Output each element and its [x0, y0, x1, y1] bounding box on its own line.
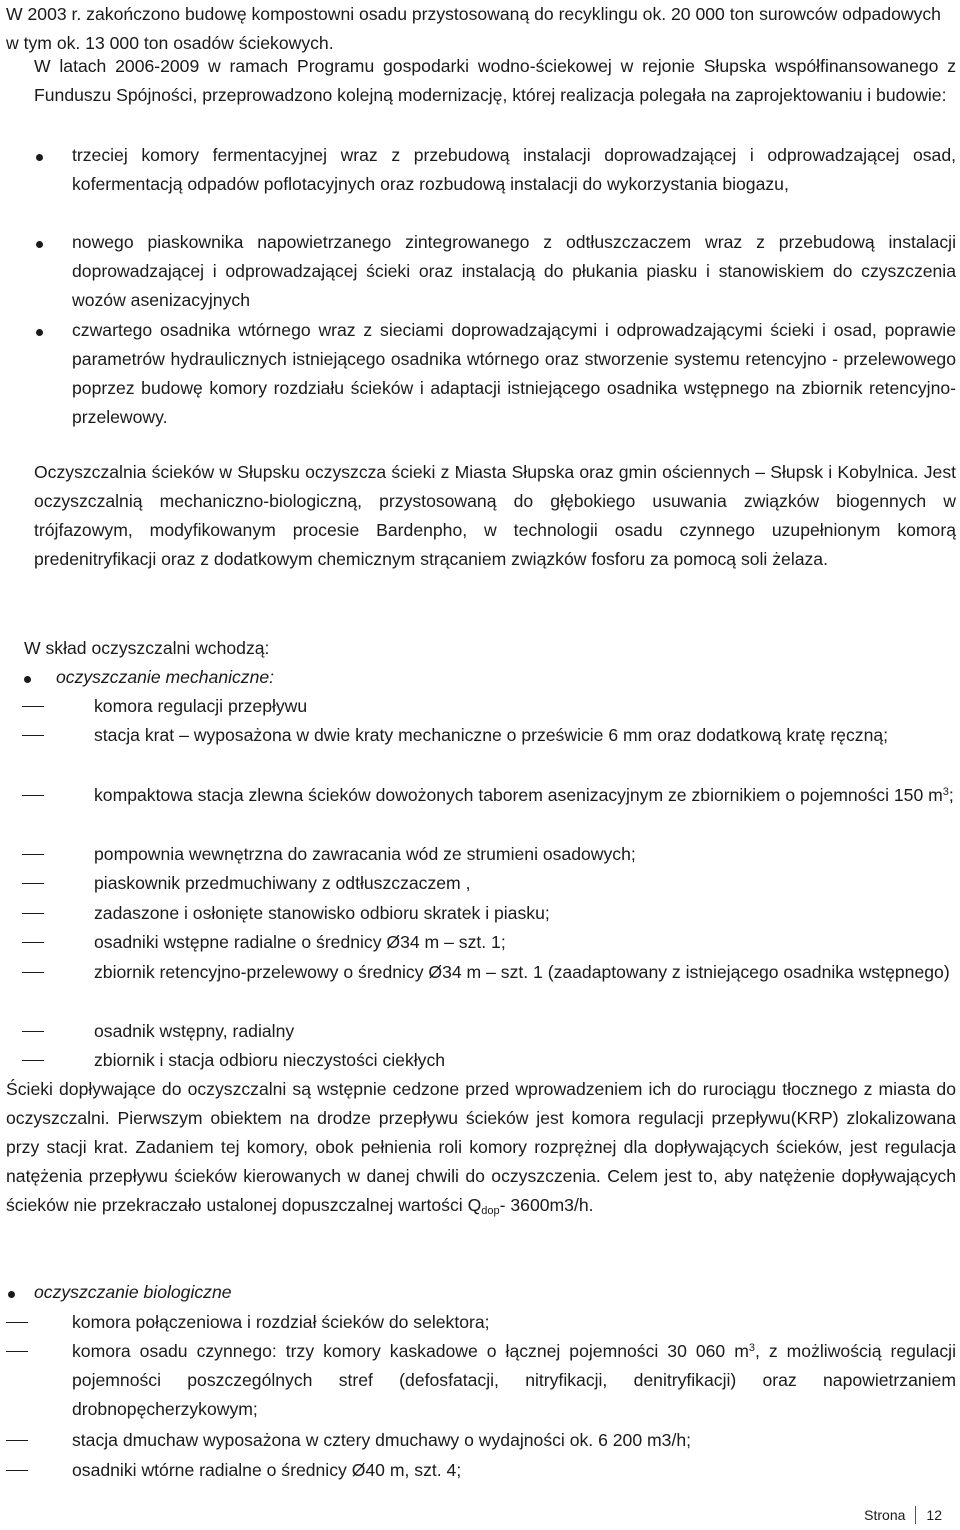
bullet-icon — [34, 228, 52, 257]
dash-icon — [22, 1060, 44, 1061]
bullet-icon — [6, 1278, 15, 1307]
page-footer — [864, 1506, 942, 1524]
dash-icon — [6, 1351, 28, 1352]
intro-line: W 2003 r. zakończono budowę kompostowni osadu przystosowaną do recyklingu ok. 20 000 ton surowców odpadowych w tym ok. 13 000 ton osadów ściekowych. — [6, 4, 941, 53]
bullet-icon — [34, 141, 52, 170]
mechanical-item: osadnik wstępny, radialny — [22, 1017, 958, 1046]
mechanical-item: pompownia wewnętrzna do zawracania wód ze strumieni osadowych; — [22, 840, 958, 869]
modernization-item-3: czwartego osadnika wtórnego wraz z sieciami doprowadzającymi i odprowadzającymi ścieki i osad, poprawie parametrów hydraulicznych istniejącego osadnika wtórnego oraz stworzenie systemu retencyjno - przelewowego poprzez budowę komory rozdziału ścieków i adaptacji istniejącego osadnika wstępnego na zbiornik retencyjno-przelewowy. — [34, 316, 956, 432]
footer-label: Strona — [864, 1507, 906, 1523]
mechanical-item: osadniki wstępne radialne o średnicy Ø34 m – szt. 1; — [22, 928, 958, 957]
dash-icon — [22, 883, 44, 884]
inflow-paragraph: Ścieki dopływające do oczyszczalni są wstępnie cedzone przed wprowadzeniem ich do rurociągu tłocznego z miasta do oczyszczalni. Pierwszym obiektem na drodze przepływu ścieków jest komora regulacji przepływu(KRP) zlokalizowana przy stacji krat. Zadaniem tej komory, obok pełnienia roli komory rozprężnej dla dopływających ścieków, jest regulacja natężenia przepływu ścieków kierowanych w danej chwili do oczyszczenia. Celem jest to, aby natężenie dopływających ścieków nie przekraczało ustalonej dopuszczalnej wartości $Q_{dop}-$ 3600m3/h. — [6, 1079, 956, 1217]
mechanical-item: zbiornik i stacja odbioru nieczystości ciekłych — [22, 1046, 958, 1075]
mechanical-item: piaskownik przedmuchiwany z odtłuszczaczem , — [22, 869, 958, 898]
biological-item: komora osadu czynnego: trzy komory kaskadowe o łącznej pojemności 30 060 $m^3$, z możliwością regulacji pojemności poszczególnych stref (defosfatacji, nitryfikacji, denitryfikacji) oraz napowietrzaniem drobnopęcherzykowym; — [6, 1337, 956, 1424]
biological-item: stacja dmuchaw wyposażona w cztery dmuchawy o wydajności ok. 6 200 m3/h; — [6, 1426, 956, 1455]
dash-icon — [22, 735, 44, 736]
dash-icon — [22, 942, 44, 943]
mechanical-item: kompaktowa stacja zlewna ścieków dowożonych taborem asenizacyjnym ze zbiornikiem o pojemności 150 $m^3$; — [22, 781, 958, 810]
dash-icon — [22, 706, 44, 707]
composition-heading: W skład oczyszczalni wchodzą: — [24, 638, 270, 658]
page-number: 12 — [926, 1507, 942, 1523]
bullet-icon — [22, 663, 31, 692]
dash-icon — [22, 854, 44, 855]
biological-item: komora połączeniowa i rozdział ścieków do selektora; — [6, 1308, 956, 1337]
dash-icon — [6, 1440, 28, 1441]
mechanical-item: komora regulacji przepływu — [22, 692, 958, 721]
modernization-item-1: trzeciej komory fermentacyjnej wraz z przebudową instalacji doprowadzającej i odprowadzającej osad, kofermentacją odpadów poflotacyjnych oraz rozbudową instalacji do wykorzystania biogazu, — [34, 141, 956, 199]
dash-icon — [6, 1470, 28, 1471]
mechanical-item: zbiornik retencyjno-przelewowy o średnicy Ø34 m – szt. 1 (zaadaptowany z istniejącego osadnika wstępnego) — [22, 958, 958, 987]
dash-icon — [22, 1031, 44, 1032]
mechanical-item: zadaszone i osłonięte stanowisko odbioru skratek i piasku; — [22, 899, 958, 928]
dash-icon — [22, 795, 44, 796]
plant-description: Oczyszczalnia ścieków w Słupsku oczyszcza ścieki z Miasta Słupska oraz gmin ościennych – Słupsk i Kobylnica. Jest oczyszczalnią mechaniczno-biologiczną, przystosowaną do głębokiego usuwania związków biogennych w trójfazowym, modyfikowanym procesie Bardenpho, w technologii osadu czynnego uzupełnionym komorą predenitryfikacji oraz z dodatkowym chemicznym strącaniem związków fosforu za pomocą soli żelaza. — [34, 462, 956, 569]
dash-icon — [6, 1322, 28, 1323]
modernization-item-2: nowego piaskownika napowietrzanego zintegrowanego z odtłuszczaczem wraz z przebudową instalacji doprowadzającej i odprowadzającej ścieki oraz instalacją do płukania piasku i stanowiskiem do czyszczenia wozów asenizacyjnych — [34, 228, 956, 315]
document-page: W 2003 r. zakończono budowę kompostowni osadu przystosowaną do recyklingu ok. 20 000 ton surowców odpadowych w tym ok. 13 000 ton osadów ściekowych. W latach 2006-2009 w ramach Programu gospodarki wodno-ściekowej w rejonie Słupska współfinansowanego z Funduszu Spójności, przeprowadzono kolejną modernizację, której realizacja polegała na zaprojektowaniu i budowie: trzeciej komory fermentacyjnej wraz z przebudową instalacji doprowadzającej i odprowadzającej osad, kofermentacją odpadów poflotacyjnych oraz rozbudową instalacji do wykorzystania biogazu, nowego piaskownika napowietrzanego zintegrowanego z odtłuszczaczem wraz z przebudową instalacji doprowadzającej i odprowadzającej ścieki oraz instalacją do płukania piasku i stanowiskiem do czyszczenia wozów asenizacyjnych czwartego osadnika wtórnego wraz z sieciami doprowadzającymi i odprowadzającymi ścieki i osad, poprawie parametrów hydraulicznych istniejącego osadnika wtórnego oraz stworzenie systemu retencyjno - przelewowego poprzez budowę komory rozdziału ścieków i adaptacji istniejącego osadnika wstępnego na zbiornik retencyjno-przelewowy. Oczyszczalnia ścieków w Słupsku oczyszcza ścieki z Miasta Słupska oraz gmin ościennych – Słupsk i Kobylnica. Jest oczyszczalnią mechaniczno-biologiczną, przystosowaną do głębokiego usuwania związków biogennych w trójfazowym, modyfikowanym procesie Bardenpho, w technologii osadu czynnego uzupełnionym komorą predenitryfikacji oraz z dodatkowym chemicznym strącaniem związków fosforu za pomocą soli żelaza. W skład oczyszczalni wchodzą: oczyszczanie mechaniczne: komora regulacji przepływu stacja krat – wyposażona w dwie kraty mechaniczne o prześwicie 6 mm oraz dodatkową kratę ręczną; kompaktowa stacja zlewna ścieków dowożonych taborem asenizacyjnym ze zbiornikiem o pojemności 150 $m^3$; pompownia wewnętrzna do zawracania wód ze strumieni osadowych; piaskownik przedmuchiwany z odtłuszczaczem , zadaszone i osłonięte stanowisko odbioru skratek i piasku; osadniki wstępne radialne o średnicy Ø34 m – szt. 1; zbiornik retencyjno-przelewowy o średnicy Ø34 m – szt. 1 (zaadaptowany z istniejącego osadnika wstępnego) osadnik wstępny, radialny zbiornik i stacja odbioru nieczystości ciekłych Ścieki dopływające do oczyszczalni są wstępnie cedzone przed wprowadzeniem ich do rurociągu tłocznego z miasta do oczyszczalni. Pierwszym obiektem na drodze przepływu ścieków jest komora regulacji przepływu(KRP) zlokalizowana przy stacji krat. Zadaniem tej komory, obok pełnienia roli komory rozprężnej dla dopływających ścieków, jest regulacja natężenia przepływu ścieków kierowanych w danej chwili do oczyszczenia. Celem jest to, aby natężenie dopływających ścieków nie przekraczało ustalonej dopuszczalnej wartości $Q_{dop}-$ 3600m3/h. oczyszczanie biologiczne komora połączeniowa i rozdział ścieków do selektora; komora osadu czynnego: trzy komory kaskadowe o łącznej pojemności 30 060 $m^3$, z możliwością regulacji pojemności poszczególnych stref (defosfatacji, nitryfikacji, denitryfikacji) oraz napowietrzaniem drobnopęcherzykowym; stacja dmuchaw wyposażona w cztery dmuchawy o wydajności ok. 6 200 m3/h; osadniki wtórne radialne o średnicy Ø40 m, szt. 4; Strona 12 — [0, 0, 960, 1530]
dash-icon — [22, 972, 44, 973]
dash-icon — [22, 913, 44, 914]
mechanical-item: stacja krat – wyposażona w dwie kraty mechaniczne o prześwicie 6 mm oraz dodatkową kratę ręczną; — [22, 721, 958, 750]
footer-divider — [915, 1506, 916, 1524]
biological-item: osadniki wtórne radialne o średnicy Ø40 m, szt. 4; — [6, 1456, 956, 1485]
bullet-icon — [34, 316, 52, 345]
intro-paragraph: W latach 2006-2009 w ramach Programu gospodarki wodno-ściekowej w rejonie Słupska współfinansowanego z Funduszu Spójności, przeprowadzono kolejną modernizację, której realizacja polegała na zaprojektowaniu i budowie: — [34, 56, 956, 105]
